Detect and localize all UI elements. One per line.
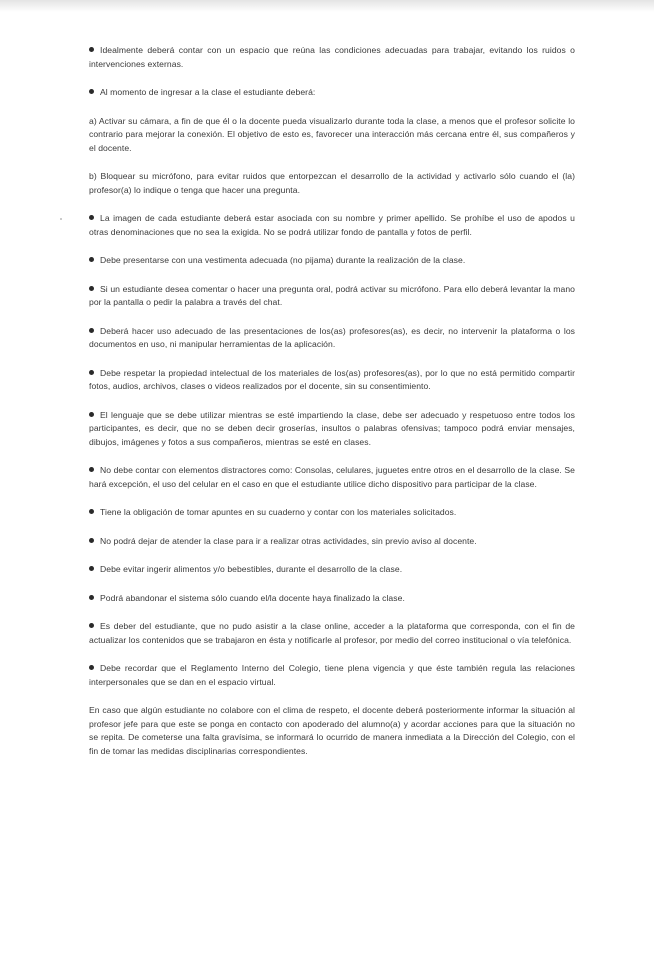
- paragraph-text: a) Activar su cámara, a fin de que él o la docente pueda visualizarlo durante toda la clase, a menos que el profesor solicite lo contrario para mejorar la conexión. El objetivo de esto es, favorecer una interacción más cercana entre él, sus compañeros y el docente.: [89, 115, 575, 153]
- paragraph: [89, 464, 575, 491]
- paragraph: [89, 506, 575, 520]
- bullet-icon: [89, 623, 94, 628]
- paragraph-text: Si un estudiante desea comentar o hacer una pregunta oral, podrá activar su micrófono. Para ello deberá levantar la mano por la pantalla o pedir la palabra a través del chat.: [89, 283, 575, 307]
- bullet-icon: [89, 215, 94, 220]
- bullet-icon: [89, 665, 94, 670]
- bullet-icon: [89, 595, 94, 600]
- paragraph: [89, 592, 575, 606]
- bullet-icon: [89, 47, 94, 52]
- bullet-icon: [89, 538, 94, 543]
- paragraph: [89, 620, 575, 647]
- paragraph-text: Al momento de ingresar a la clase el estudiante deberá:: [100, 87, 316, 97]
- bullet-icon: [89, 89, 94, 94]
- paragraph: [89, 283, 575, 310]
- paragraph: [89, 170, 575, 197]
- scan-speck: [60, 218, 62, 220]
- bullet-icon: [89, 286, 94, 291]
- paragraph-text: Debe presentarse con una vestimenta adecuada (no pijama) durante la realización de la clase.: [100, 255, 466, 265]
- paragraph-text: No podrá dejar de atender la clase para ir a realizar otras actividades, sin previo aviso al docente.: [100, 535, 477, 546]
- paragraph-text: Debe respetar la propiedad intelectual de los materiales de los(as) profesores(as), por lo que no está permitido compartir fotos, audios, archivos, clases o videos realizados por el docente, sin su consentimiento.: [89, 367, 575, 391]
- paragraph-text: Deberá hacer uso adecuado de las presentaciones de los(as) profesores(as), es decir, no intervenir la plataforma o los documentos en uso, ni manipular herramientas de la aplicación.: [89, 325, 575, 349]
- paragraph-text: Es deber del estudiante, que no pudo asistir a la clase online, acceder a la plataforma que corresponda, con el fin de actualizar los contenidos que se trabajaron en ésta y notificarle al profesor, por medio del correo institucional o vía telefónica.: [89, 621, 575, 645]
- paragraph: [89, 535, 575, 549]
- bullet-icon: [89, 566, 94, 571]
- paragraph-text: b) Bloquear su micrófono, para evitar ruidos que entorpezcan el desarrollo de la actividad y activarlo sólo cuando el (la) profesor(a) lo indique o tenga que hacer una pregunta.: [89, 171, 575, 195]
- bullet-icon: [89, 467, 94, 472]
- paragraph-text: No debe contar con elementos distractores como: Consolas, celulares, juguetes entre otros en el desarrollo de la clase. Se hará excepción, el uso del celular en el caso en que el estudiante utilice dicho dispositivo para participar de la clase.: [89, 465, 575, 489]
- paragraph: [89, 367, 575, 394]
- bullet-icon: [89, 412, 94, 417]
- paragraph: [89, 212, 575, 239]
- paragraph-text: Tiene la obligación de tomar apuntes en su cuaderno y contar con los materiales solicitados.: [100, 507, 457, 517]
- paragraph: [89, 254, 575, 268]
- bullet-icon: [89, 509, 94, 514]
- paragraph-text: Debe recordar que el Reglamento Interno del Colegio, tiene plena vigencia y que éste también regula las relaciones interpersonales que se dan en el espacio virtual.: [89, 663, 575, 687]
- paragraph: [89, 563, 575, 577]
- paragraph-text: El lenguaje que se debe utilizar mientras se esté impartiendo la clase, debe ser adecuado y respetuoso entre todos los participantes, es decir, que no se deben decir groserías, insultos o palabras ofensivas; tampoco podrá enviar mensajes, dibujos, imágenes y fotos a sus compañeros, mientras se esté en clases.: [89, 409, 575, 447]
- paragraph-text: Debe evitar ingerir alimentos y/o bebestibles, durante el desarrollo de la clase.: [100, 564, 403, 574]
- paragraph: [89, 704, 575, 758]
- scan-top-shadow: [0, 0, 654, 12]
- bullet-icon: [89, 328, 94, 333]
- paragraph: [89, 409, 575, 450]
- paragraph-text: Idealmente deberá contar con un espacio que reúna las condiciones adecuadas para trabajar, evitando los ruidos o intervenciones externas.: [89, 45, 575, 69]
- paragraph: [89, 44, 575, 71]
- paragraph: [89, 86, 575, 100]
- paragraph-text: En caso que algún estudiante no colabore con el clima de respeto, el docente deberá posteriormente informar la situación al profesor jefe para que este se ponga en contacto con apoderado del alumno(a) y acordar acciones para que la situación no se repita. De cometerse una falta gravísima, se informará lo ocurrido de manera inmediata a la Dirección del Colegio, con el fin de tomar las medidas disciplinarias correspondientes.: [89, 705, 575, 756]
- paragraph: [89, 115, 575, 156]
- paragraph-text: La imagen de cada estudiante deberá estar asociada con su nombre y primer apellido. Se prohíbe el uso de apodos u otras denominaciones que no sea la exigida. No se podrá utilizar fondo de pantalla y fotos de perfil.: [89, 213, 575, 237]
- bullet-icon: [89, 370, 94, 375]
- bullet-icon: [89, 257, 94, 262]
- paragraph: [89, 662, 575, 689]
- document-page: [89, 44, 575, 773]
- paragraph-text: Podrá abandonar el sistema sólo cuando el/la docente haya finalizado la clase.: [100, 592, 405, 603]
- paragraph: [89, 325, 575, 352]
